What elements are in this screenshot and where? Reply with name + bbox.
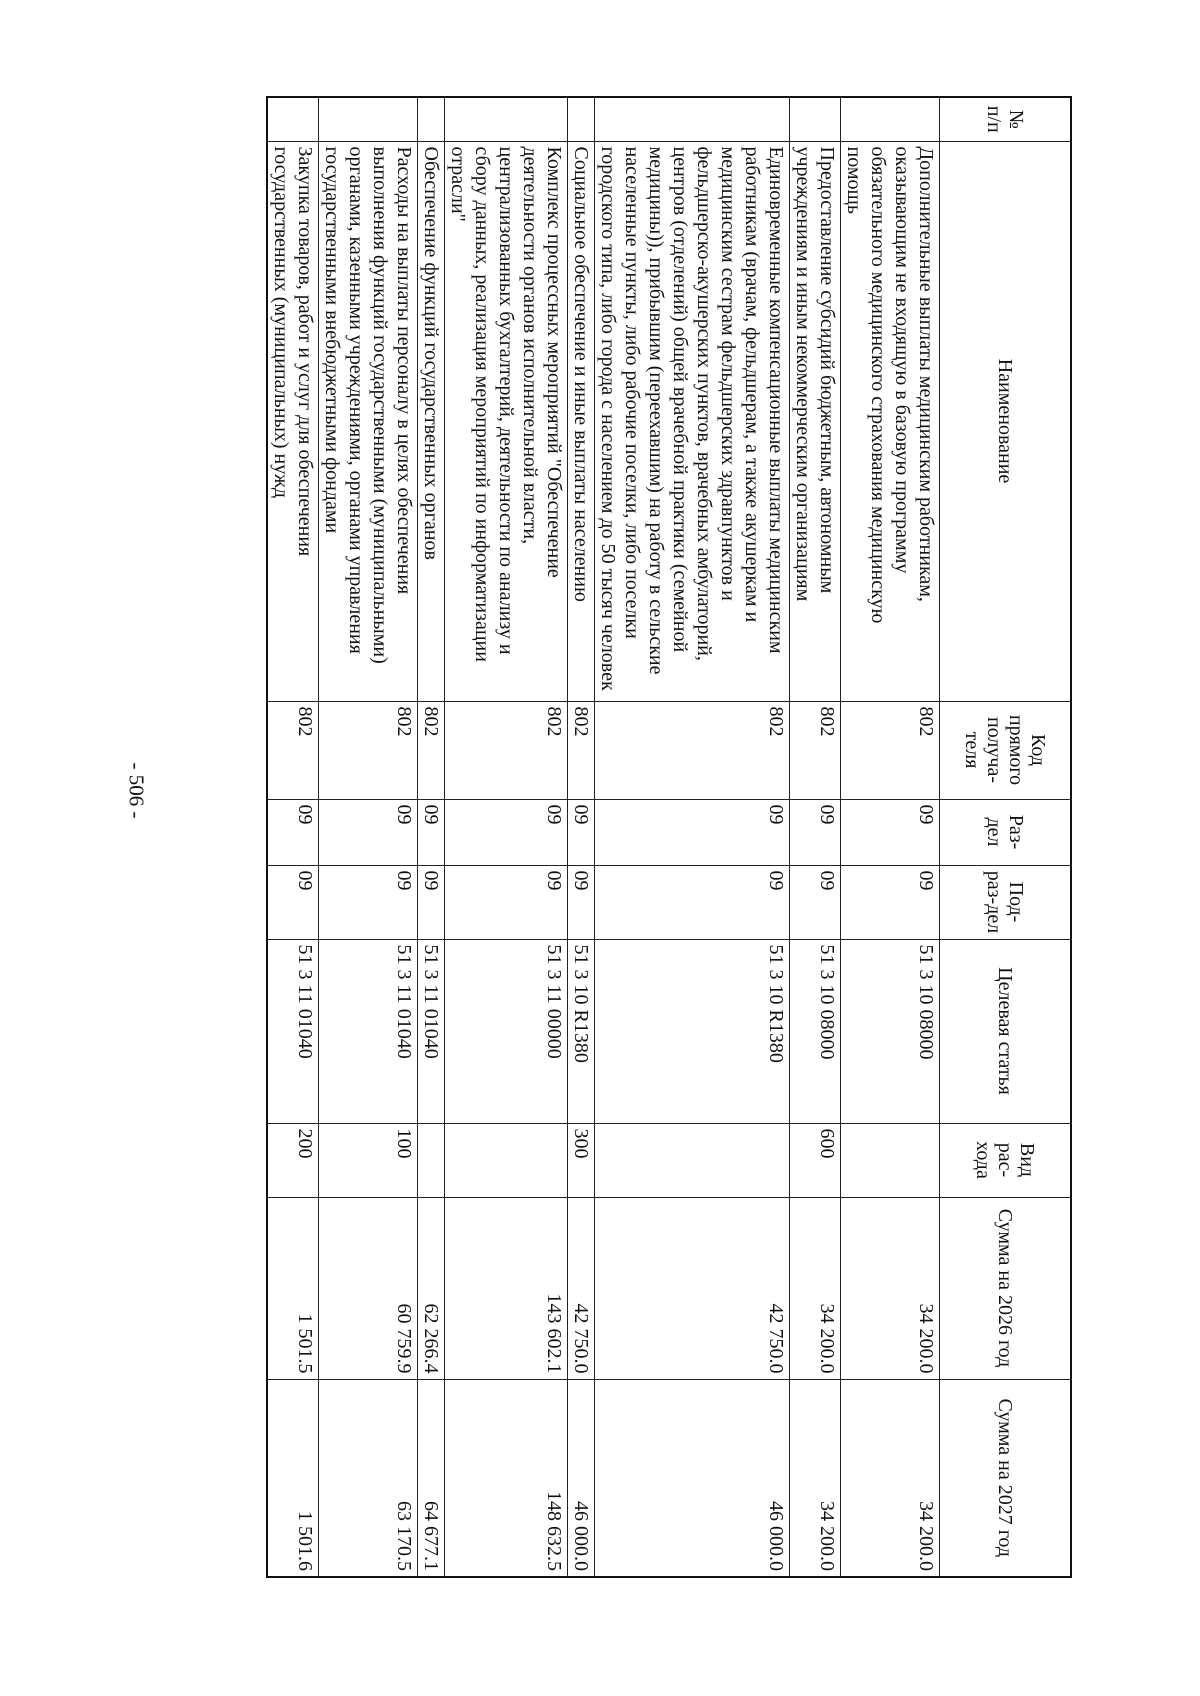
cell-sum-2027: 148 632.5 <box>445 1379 568 1577</box>
rotated-table-container <box>266 96 1072 1576</box>
cell-section: 09 <box>790 799 841 865</box>
cell-subsection: 09 <box>445 865 568 939</box>
cell-sum-2026: 42 750.0 <box>595 1197 790 1379</box>
cell-section: 09 <box>319 799 418 865</box>
cell-name: Комплекс процессных мероприятий "Обеспечение деятельности органов исполнительной власти, централизованных бухгалтерий, деятельности по анализу и сбору данных, реализация мероприятий по информатизации отрасли" <box>445 141 568 701</box>
budget-table <box>266 96 1072 1578</box>
header-sum-2027: Сумма на 2027 год <box>940 1379 1072 1577</box>
cell-name: Дополнительные выплаты медицинским работникам, оказывающим не входящую в базовую программу обязательного медицинского страхования медицинскую помощь <box>841 141 940 701</box>
cell-sum-2027: 46 000.0 <box>595 1379 790 1577</box>
page-number: - 506 - <box>124 762 149 819</box>
cell-target-article: 51 3 10 08000 <box>790 939 841 1123</box>
cell-section: 09 <box>445 799 568 865</box>
cell-name: Обеспечение функций государственных органов <box>418 141 445 701</box>
cell-sum-2027: 46 000.0 <box>568 1379 595 1577</box>
cell-nn <box>790 97 841 141</box>
cell-sum-2026: 42 750.0 <box>568 1197 595 1379</box>
cell-subsection: 09 <box>267 865 319 939</box>
cell-subsection: 09 <box>319 865 418 939</box>
table-row <box>267 97 319 1577</box>
table-row <box>418 97 445 1577</box>
cell-recipient-code: 802 <box>319 701 418 799</box>
cell-target-article: 51 3 11 01040 <box>267 939 319 1123</box>
header-name: Наименование <box>940 141 1072 701</box>
cell-sum-2026: 1 501.5 <box>267 1197 319 1379</box>
header-section: Раз-дел <box>940 799 1072 865</box>
table-row <box>841 97 940 1577</box>
cell-nn <box>319 97 418 141</box>
cell-name: Предоставление субсидий бюджетным, автономным учреждениям и иным некоммерческим организациям <box>790 141 841 701</box>
cell-expense-type <box>445 1123 568 1197</box>
cell-nn <box>267 97 319 141</box>
header-subsection: Под-раз-дел <box>940 865 1072 939</box>
cell-section: 09 <box>841 799 940 865</box>
table-header-row <box>940 97 1072 1577</box>
cell-recipient-code: 802 <box>418 701 445 799</box>
cell-section: 09 <box>568 799 595 865</box>
table-row <box>445 97 568 1577</box>
cell-target-article: 51 3 10 R1380 <box>568 939 595 1123</box>
cell-name: Закупка товаров, работ и услуг для обеспечения государственных (муниципальных) нужд <box>267 141 319 701</box>
cell-name: Расходы на выплаты персоналу в целях обеспечения выполнения функций государственными (муниципальными) органами, казенными учреждениями, органами управления государственными внебюджетными фондами <box>319 141 418 701</box>
cell-expense-type <box>595 1123 790 1197</box>
cell-subsection: 09 <box>418 865 445 939</box>
cell-sum-2026: 34 200.0 <box>841 1197 940 1379</box>
cell-sum-2027: 1 501.6 <box>267 1379 319 1577</box>
table-row <box>319 97 418 1577</box>
cell-nn <box>568 97 595 141</box>
cell-sum-2026: 34 200.0 <box>790 1197 841 1379</box>
cell-recipient-code: 802 <box>267 701 319 799</box>
cell-target-article: 51 3 10 R1380 <box>595 939 790 1123</box>
cell-sum-2026: 62 266.4 <box>418 1197 445 1379</box>
cell-subsection: 09 <box>841 865 940 939</box>
cell-nn <box>841 97 940 141</box>
cell-sum-2027: 63 170.5 <box>319 1379 418 1577</box>
cell-expense-type: 100 <box>319 1123 418 1197</box>
cell-expense-type <box>418 1123 445 1197</box>
cell-sum-2026: 143 602.1 <box>445 1197 568 1379</box>
header-nn: № п/п <box>940 97 1072 141</box>
cell-target-article: 51 3 11 01040 <box>319 939 418 1123</box>
cell-expense-type: 200 <box>267 1123 319 1197</box>
cell-subsection: 09 <box>790 865 841 939</box>
table-row <box>595 97 790 1577</box>
cell-sum-2027: 34 200.0 <box>841 1379 940 1577</box>
cell-sum-2026: 60 759.9 <box>319 1197 418 1379</box>
cell-sum-2027: 64 677.1 <box>418 1379 445 1577</box>
cell-target-article: 51 3 11 01040 <box>418 939 445 1123</box>
cell-target-article: 51 3 10 08000 <box>841 939 940 1123</box>
cell-recipient-code: 802 <box>595 701 790 799</box>
cell-section: 09 <box>267 799 319 865</box>
cell-expense-type: 300 <box>568 1123 595 1197</box>
table-row <box>568 97 595 1577</box>
cell-name: Социальное обеспечение и иные выплаты населению <box>568 141 595 701</box>
cell-section: 09 <box>418 799 445 865</box>
table-row <box>790 97 841 1577</box>
header-sum-2026: Сумма на 2026 год <box>940 1197 1072 1379</box>
cell-nn <box>418 97 445 141</box>
header-expense-type: Вид рас-хода <box>940 1123 1072 1197</box>
cell-sum-2027: 34 200.0 <box>790 1379 841 1577</box>
cell-nn <box>445 97 568 141</box>
header-target-article: Целевая статья <box>940 939 1072 1123</box>
cell-section: 09 <box>595 799 790 865</box>
cell-recipient-code: 802 <box>445 701 568 799</box>
cell-nn <box>595 97 790 141</box>
cell-expense-type: 600 <box>790 1123 841 1197</box>
header-recipient-code: Код прямого получа-теля <box>940 701 1072 799</box>
cell-subsection: 09 <box>568 865 595 939</box>
cell-subsection: 09 <box>595 865 790 939</box>
cell-recipient-code: 802 <box>790 701 841 799</box>
cell-recipient-code: 802 <box>841 701 940 799</box>
cell-recipient-code: 802 <box>568 701 595 799</box>
cell-name: Единовременные компенсационные выплаты медицинским работникам (врачам, фельдшерам, а также акушеркам и медицинским сестрам фельдшерских здравпунктов и фельдшерско-акушерских пунктов, врачебных амбулаторий, центров (отделений) общей врачебной практики (семейной медицины)), прибывшим (переехавшим) на работу в сельские населенные пункты, либо рабочие поселки, либо поселки городского типа, либо города с населением до 50 тысяч человек <box>595 141 790 701</box>
cell-expense-type <box>841 1123 940 1197</box>
cell-target-article: 51 3 11 00000 <box>445 939 568 1123</box>
